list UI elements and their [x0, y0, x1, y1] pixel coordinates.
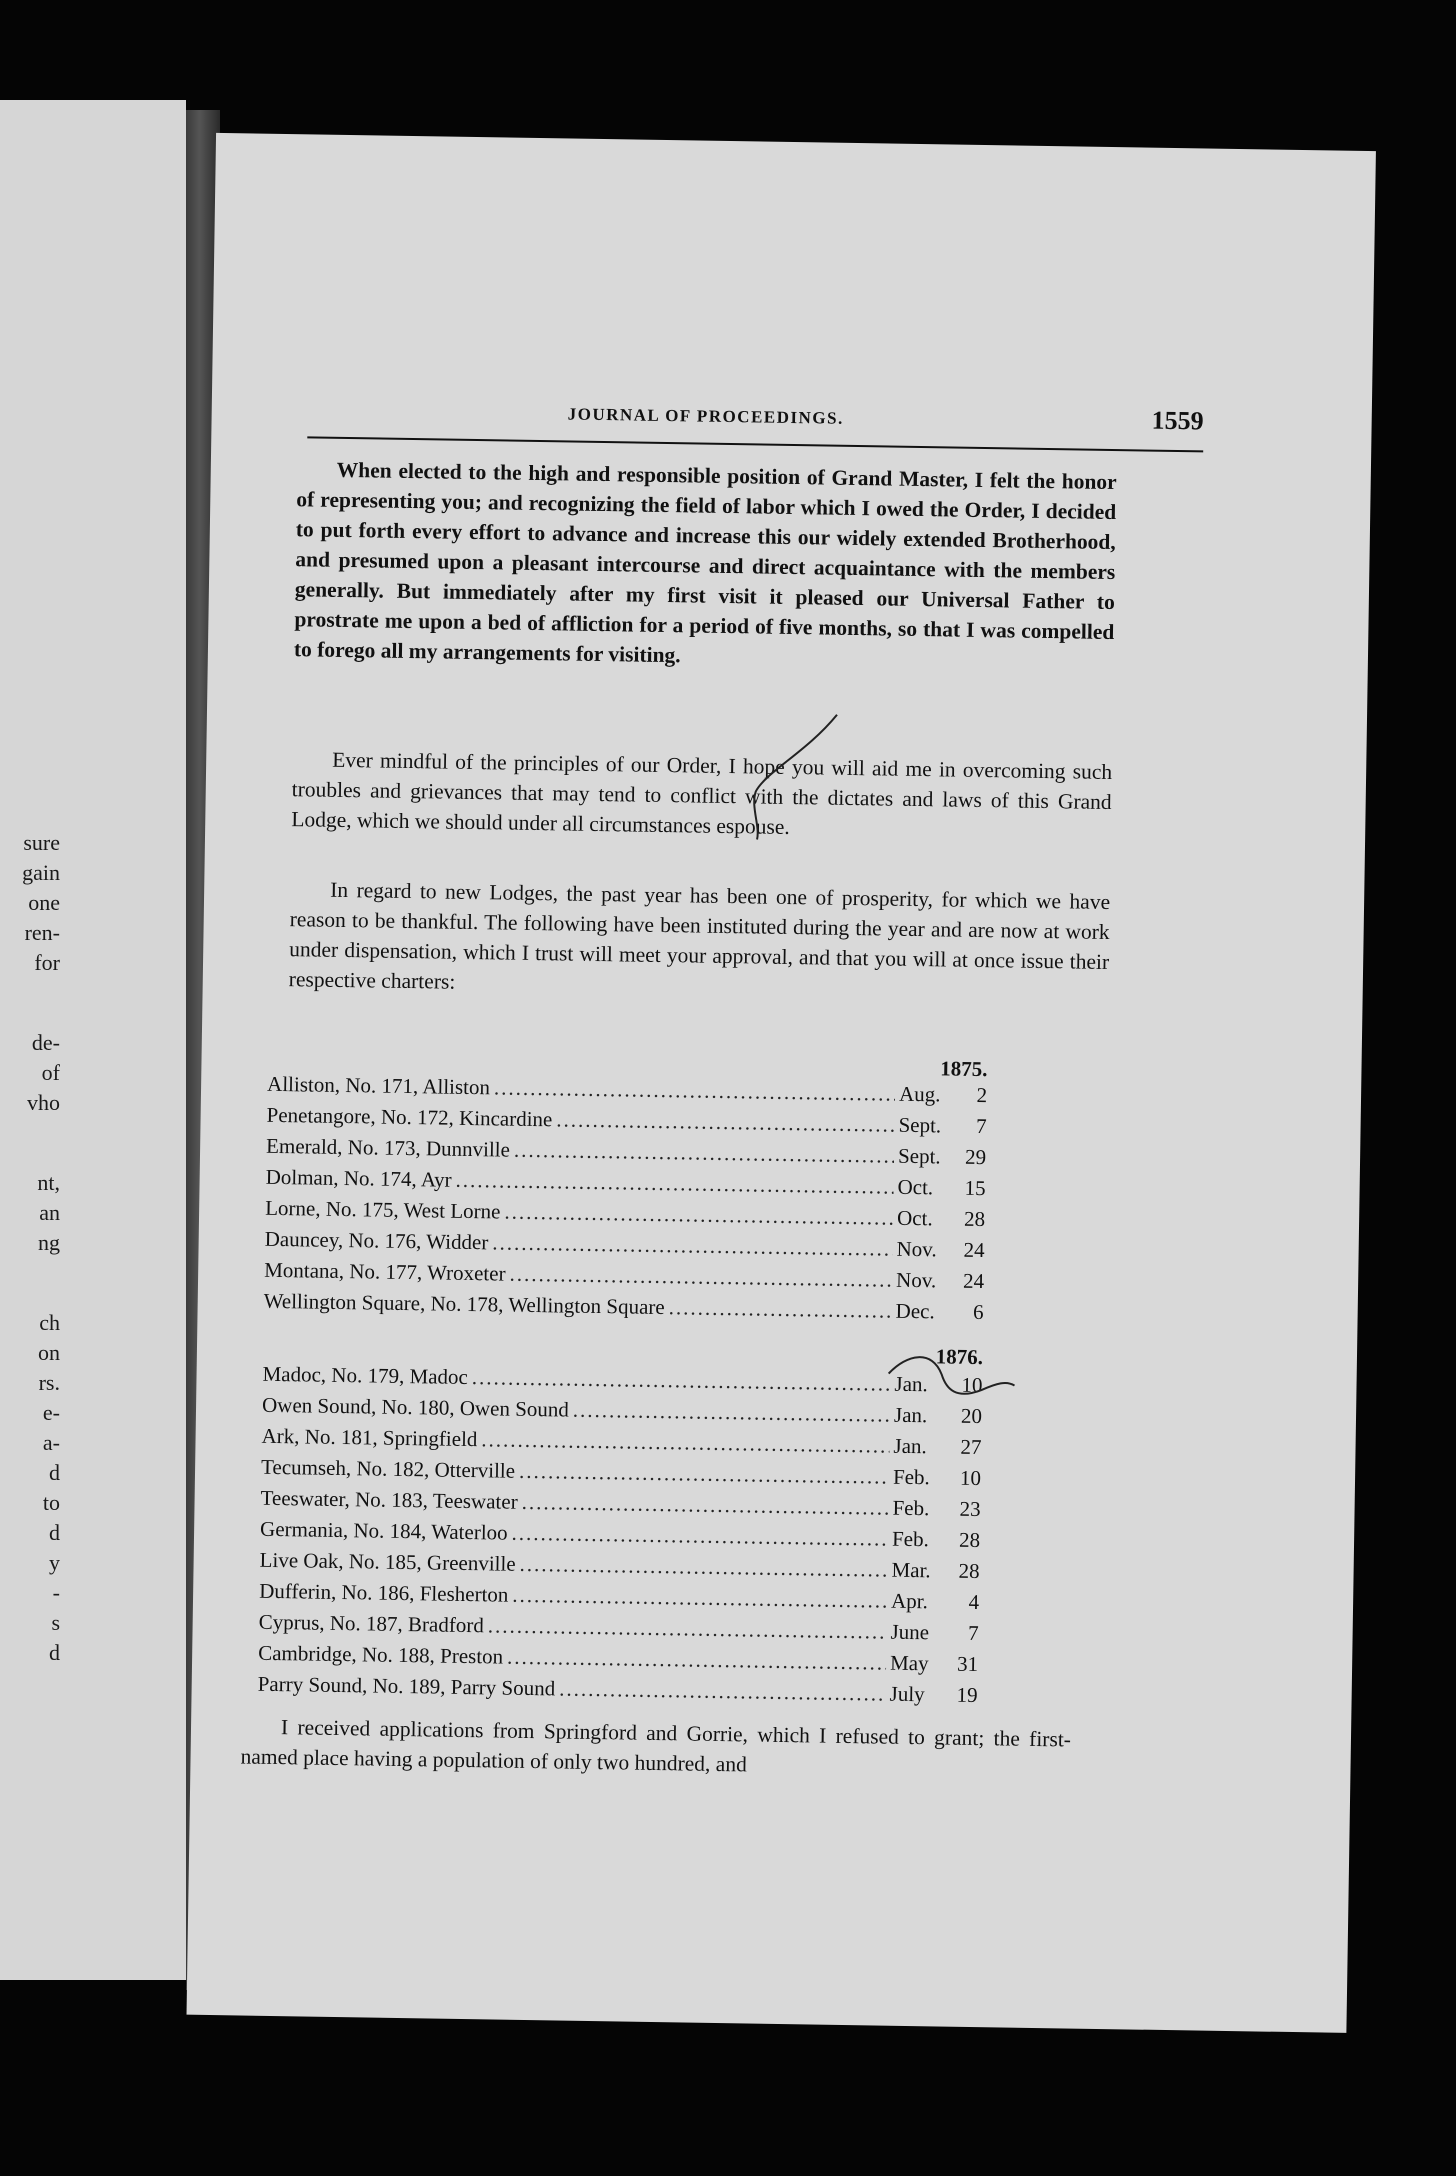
- left-page-fragment: ng: [38, 1230, 60, 1255]
- left-page-fragment: d: [49, 1640, 60, 1665]
- left-page-fragment: rs.: [38, 1370, 60, 1395]
- year-heading-1875: 1875.: [940, 1056, 988, 1082]
- lodge-month: Mar.: [891, 1557, 931, 1583]
- left-page-fragment: one: [28, 890, 60, 915]
- left-page-fragment: a-: [42, 1430, 60, 1455]
- lodge-month: Oct.: [896, 1205, 933, 1231]
- left-page-fragment: sure: [23, 830, 60, 855]
- left-facing-page: [0, 100, 186, 1980]
- lodge-name: Germania, No. 184, Waterloo: [259, 1516, 508, 1545]
- lodge-name: Cyprus, No. 187, Bradford: [258, 1609, 485, 1638]
- dot-leader: [519, 1552, 887, 1583]
- lodge-month: Oct.: [897, 1174, 934, 1200]
- lodge-name: Cambridge, No. 188, Preston: [258, 1640, 504, 1669]
- paragraph-election: When elected to the high and responsible position of Grand Master, I felt the honor of representing you; and recognizing the field of labor which I owed the Order, I decided to put forth every effort to advance and increase this our widely extended Brotherhood, and presumed upon a pleasant intercourse and direct acquaintance with the members generally. But immediately after my first visit it pleased our Universal Father to prostrate me upon a bed of affliction for a period of five months, so that I was compelled to forego all my arrangements for visiting.: [293, 457, 1117, 668]
- lodge-name: Parry Sound, No. 189, Parry Sound: [257, 1671, 556, 1701]
- lodge-day: 24: [962, 1268, 985, 1294]
- left-page-fragment: for: [34, 950, 60, 975]
- lodge-day: 15: [964, 1175, 986, 1201]
- left-page-fragment: ch: [39, 1310, 60, 1335]
- lodge-month: Feb.: [892, 1464, 930, 1490]
- left-page-fragment: d: [49, 1520, 60, 1545]
- left-page-fragment: of: [41, 1060, 60, 1085]
- paragraph-principles: Ever mindful of the principles of our Order, I hope you will aid me in overcoming such troubles and grievances that may tend to conflict with the dictates and laws of this Grand Lodge, which we should under all circumstances espouse.: [291, 747, 1113, 839]
- left-page-fragment: e-: [42, 1400, 60, 1425]
- journal-page: [187, 133, 1376, 2033]
- paragraph-new-lodges: In regard to new Lodges, the past year has been one of prosperity, for which we have reason to be thankful. The following have been instituted during the year and are now at work under dispensation, which I trust will meet your approval, and that you will at once issue their respective charters:: [288, 877, 1111, 994]
- lodge-name: Wellington Square, No. 178, Wellington Square: [263, 1288, 665, 1320]
- left-page-fragment: y: [49, 1550, 60, 1575]
- lodge-name: Ark, No. 181, Springfield: [261, 1423, 478, 1452]
- running-head: JOURNAL OF PROCEEDINGS.: [567, 404, 844, 428]
- left-page-fragment: on: [38, 1340, 60, 1365]
- paragraph-applications: I received applications from Springford and Gorrie, which I refused to grant; the first-named place having a population of only two hundred, and: [240, 1715, 1072, 1777]
- lodge-day: 2: [976, 1082, 988, 1108]
- lodge-name: Tecumseh, No. 182, Otterville: [260, 1454, 516, 1483]
- lodge-day: 23: [959, 1496, 981, 1522]
- dot-leader: [481, 1427, 890, 1458]
- lodge-day: 10: [959, 1465, 982, 1491]
- lodge-name: Live Oak, No. 185, Greenville: [259, 1547, 516, 1576]
- left-page-fragment: d: [49, 1460, 60, 1485]
- lodge-name: Dufferin, No. 186, Flesherton: [258, 1578, 509, 1607]
- lodge-month: Dec.: [895, 1298, 935, 1324]
- lodge-month: Aug.: [898, 1081, 941, 1107]
- left-page-fragment: nt,: [37, 1170, 60, 1195]
- dot-leader: [504, 1200, 893, 1231]
- dot-leader: [472, 1365, 891, 1397]
- dot-leader: [668, 1295, 891, 1323]
- left-page-fragment: -: [52, 1580, 60, 1605]
- lodge-month: Sept.: [898, 1112, 942, 1138]
- dot-leader: [511, 1521, 888, 1552]
- dot-leader: [507, 1645, 886, 1676]
- lodge-month: Nov.: [896, 1236, 937, 1262]
- left-page-fragment: de-: [31, 1030, 60, 1055]
- year-heading-1876: 1876.: [935, 1344, 984, 1370]
- left-page-fragment: vho: [27, 1090, 60, 1115]
- lodge-name: Madoc, No. 179, Madoc: [262, 1361, 469, 1389]
- lodge-month: Jan.: [894, 1371, 928, 1397]
- lodge-month: May: [889, 1650, 929, 1676]
- page-number: 1559: [1151, 405, 1204, 436]
- dot-leader: [488, 1613, 887, 1644]
- lodge-month: Jan.: [893, 1402, 928, 1428]
- lodge-name: Penetangore, No. 172, Kincardine: [266, 1102, 553, 1132]
- lodge-name: Lorne, No. 175, West Lorne: [265, 1195, 501, 1224]
- lodge-month: Nov.: [895, 1267, 937, 1293]
- lodge-month: June: [890, 1619, 930, 1645]
- lodge-name: Owen Sound, No. 180, Owen Sound: [261, 1392, 570, 1422]
- dot-leader: [519, 1459, 889, 1490]
- dot-leader: [492, 1230, 893, 1261]
- lodge-name: Alliston, No. 171, Alliston: [266, 1071, 491, 1100]
- pen-bracket-mark: [886, 1344, 1017, 1416]
- dot-leader: [559, 1676, 886, 1706]
- dot-leader: [494, 1075, 895, 1106]
- lodge-list: [257, 1054, 988, 1708]
- lodge-name: Teeswater, No. 183, Teeswater: [260, 1485, 518, 1514]
- lodge-month: Feb.: [891, 1526, 930, 1552]
- dot-leader: [514, 1138, 895, 1169]
- lodge-month: Jan.: [893, 1433, 927, 1459]
- left-page-fragment: to: [42, 1490, 60, 1515]
- lodge-day: 28: [958, 1527, 981, 1553]
- dot-leader: [521, 1490, 888, 1521]
- lodge-day: 7: [967, 1620, 979, 1646]
- lodge-name: Dolman, No. 174, Ayr: [265, 1164, 452, 1192]
- lodge-day: 28: [963, 1206, 986, 1232]
- lodge-name: Emerald, No. 173, Dunnville: [265, 1133, 511, 1162]
- lodge-day: 29: [964, 1144, 987, 1170]
- lodge-day: 31: [956, 1651, 979, 1677]
- lodge-day: 6: [972, 1299, 984, 1325]
- lodge-day: 20: [960, 1403, 983, 1429]
- left-page-fragment: gain: [22, 860, 60, 885]
- dot-leader: [573, 1398, 891, 1428]
- lodge-month: Apr.: [890, 1588, 929, 1614]
- left-page-fragment: ren-: [24, 920, 60, 945]
- lodge-name: Montana, No. 177, Wroxeter: [264, 1257, 506, 1286]
- lodge-day: 7: [975, 1113, 987, 1139]
- lodge-month: July: [889, 1681, 925, 1707]
- lodge-day: 27: [960, 1434, 982, 1460]
- dot-leader: [556, 1107, 895, 1137]
- pen-check-mark: [685, 710, 847, 842]
- lodge-day: 19: [956, 1682, 978, 1708]
- lodge-month: Feb.: [892, 1495, 930, 1521]
- lodge-day: 4: [968, 1589, 980, 1615]
- dot-leader: [512, 1583, 887, 1614]
- left-page-fragment: s: [51, 1610, 60, 1635]
- lodge-day: 10: [961, 1372, 983, 1398]
- dot-leader: [509, 1262, 892, 1293]
- page-header: [307, 392, 1204, 452]
- lodge-month: Sept.: [897, 1143, 941, 1169]
- lodge-day: 24: [963, 1237, 985, 1263]
- left-page-fragment: an: [39, 1200, 60, 1225]
- lodge-day: 28: [958, 1558, 980, 1584]
- lodge-name: Dauncey, No. 176, Widder: [264, 1226, 489, 1255]
